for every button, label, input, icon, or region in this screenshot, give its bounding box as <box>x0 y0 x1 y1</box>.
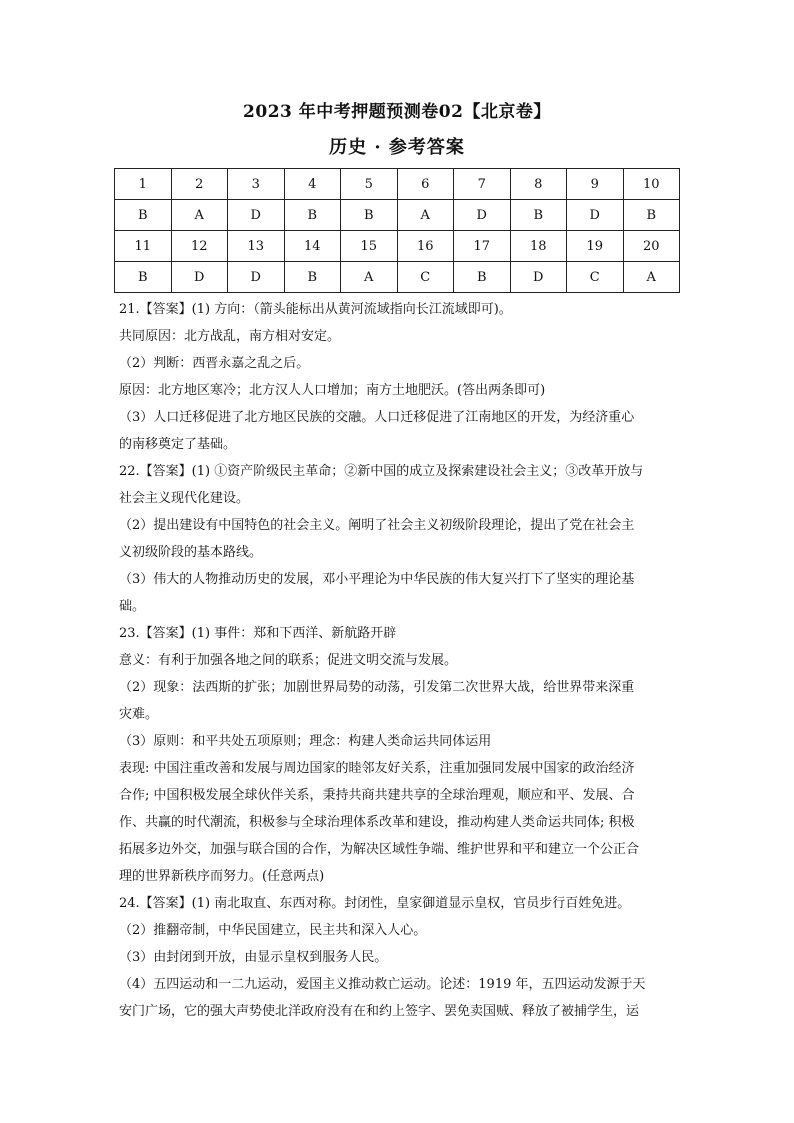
answer-cell: B <box>510 200 567 231</box>
text-line: 共同原因：北方战乱，南方相对安定。 <box>119 329 341 344</box>
text-line: 作、共赢的时代潮流，积极参与全球治理体系改革和建设，推动构建人类命运共同体; 积极 <box>119 815 635 830</box>
text-line: 社会主义现代化建设。 <box>119 491 250 506</box>
text-line: 表现: 中国注重改善和发展与周边国家的睦邻友好关系，注重加强同发展中国家的政治经济 <box>119 761 635 776</box>
answer-cell: C <box>567 262 624 293</box>
question-number-cell: 6 <box>397 169 454 200</box>
answer-cell: B <box>341 200 398 231</box>
answer-cell: D <box>510 262 567 293</box>
answer-cell: D <box>228 200 285 231</box>
answer-body <box>119 296 685 1025</box>
text-line: 义初级阶段的基本路线。 <box>119 545 263 560</box>
question-number-cell: 10 <box>623 169 680 200</box>
text-line: （3）人口迁移促进了北方地区民族的交融。人口迁移促进了江南地区的开发，为经济重心 <box>119 410 635 425</box>
answer-table-row <box>115 200 680 231</box>
question-number-cell: 12 <box>171 231 228 262</box>
answer-cell: B <box>284 200 341 231</box>
text-line: 24.【答案】(1) 南北取直、东西对称。封闭性，皇家御道显示皇权，官员步行百姓免进。 <box>119 896 631 911</box>
text-line: 安门广场，它的强大声势使北洋政府没有在和约上签字、罢免卖国贼、释放了被捕学生，运 <box>119 1004 640 1019</box>
text-line: 意义：有利于加强各地之间的联系；促进文明交流与发展。 <box>119 653 458 668</box>
question-number-cell: 18 <box>510 231 567 262</box>
question-number-cell: 1 <box>115 169 172 200</box>
answer-table-row <box>115 231 680 262</box>
question-number-cell: 15 <box>341 231 398 262</box>
answer-cell: A <box>623 262 680 293</box>
question-number-cell: 14 <box>284 231 341 262</box>
question-number-cell: 13 <box>228 231 285 262</box>
question-number-cell: 3 <box>228 169 285 200</box>
question-number-cell: 7 <box>454 169 511 200</box>
text-line: 23.【答案】(1) 事件：郑和下西洋、新航路开辟 <box>119 626 397 641</box>
text-line: 合作; 中国积极发展全球伙伴关系，秉持共商共建共享的全球治理观，顺应和平、发展、合 <box>119 788 635 803</box>
question-number-cell: 2 <box>171 169 228 200</box>
answer-cell: D <box>454 200 511 231</box>
question-number-cell: 9 <box>567 169 624 200</box>
answer-cell: B <box>115 262 172 293</box>
text-line: 的南移奠定了基础。 <box>119 437 237 452</box>
answer-table <box>114 168 680 293</box>
text-line: （3）原则：和平共处五项原则；理念：构建人类命运共同体运用 <box>119 734 492 749</box>
question-number-cell: 19 <box>567 231 624 262</box>
text-line: （3）伟大的人物推动历史的发展，邓小平理论为中华民族的伟大复兴打下了坚实的理论基 <box>119 572 635 587</box>
answer-table-row <box>115 262 680 293</box>
text-line: （2）判断：西晋永嘉之乱之后。 <box>119 356 310 371</box>
answer-cell: B <box>454 262 511 293</box>
answer-cell: D <box>171 262 228 293</box>
answer-cell: B <box>115 200 172 231</box>
answer-cell: A <box>341 262 398 293</box>
question-number-cell: 20 <box>623 231 680 262</box>
answer-cell: A <box>171 200 228 231</box>
text-line: 22.【答案】(1) ①资产阶级民主革命；②新中国的成立及探索建设社会主义；③改革开放与 <box>119 464 644 479</box>
text-line: （2）现象：法西斯的扩张；加剧世界局势的动荡，引发第二次世界大战，给世界带来深重 <box>119 680 635 695</box>
answer-cell: D <box>567 200 624 231</box>
text-line: （2）提出建设有中国特色的社会主义。阐明了社会主义初级阶段理论，提出了党在社会主 <box>119 518 635 533</box>
answer-cell: B <box>623 200 680 231</box>
text-line: 灾难。 <box>119 707 159 722</box>
text-line: 拓展多边外交，加强与联合国的合作，为解决区域性争端、维护世界和平和建立一个公正合 <box>119 842 640 857</box>
text-line: （3）由封闭到开放，由显示皇权到服务人民。 <box>119 950 388 965</box>
text-line: （4）五四运动和一二九运动，爱国主义推动救亡运动。论述：1919 年，五四运动发源于天 <box>119 977 646 992</box>
text-line: 原因：北方地区寒冷；北方汉人人口增加；南方土地肥沃。(答出两条即可) <box>119 383 546 398</box>
text-line: （2）推翻帝制，中华民国建立，民主共和深入人心。 <box>119 923 427 938</box>
answer-cell: A <box>397 200 454 231</box>
page-subtitle: 历史 · 参考答案 <box>329 137 465 158</box>
question-number-cell: 4 <box>284 169 341 200</box>
text-line: 21.【答案】(1) 方向：（箭头能标出从黄河流域指向长江流域即可)。 <box>119 302 512 317</box>
question-number-cell: 17 <box>454 231 511 262</box>
text-line: 理的世界新秩序而努力。(任意两点) <box>119 869 325 884</box>
text-line: 础。 <box>119 599 146 614</box>
question-number-cell: 11 <box>115 231 172 262</box>
question-number-cell: 8 <box>510 169 567 200</box>
answer-cell: D <box>228 262 285 293</box>
answer-cell: B <box>284 262 341 293</box>
question-number-cell: 5 <box>341 169 398 200</box>
answer-table-row <box>115 169 680 200</box>
answer-cell: C <box>397 262 454 293</box>
question-number-cell: 16 <box>397 231 454 262</box>
page-title: 2023 年中考押题预测卷02【北京卷】 <box>243 102 551 122</box>
